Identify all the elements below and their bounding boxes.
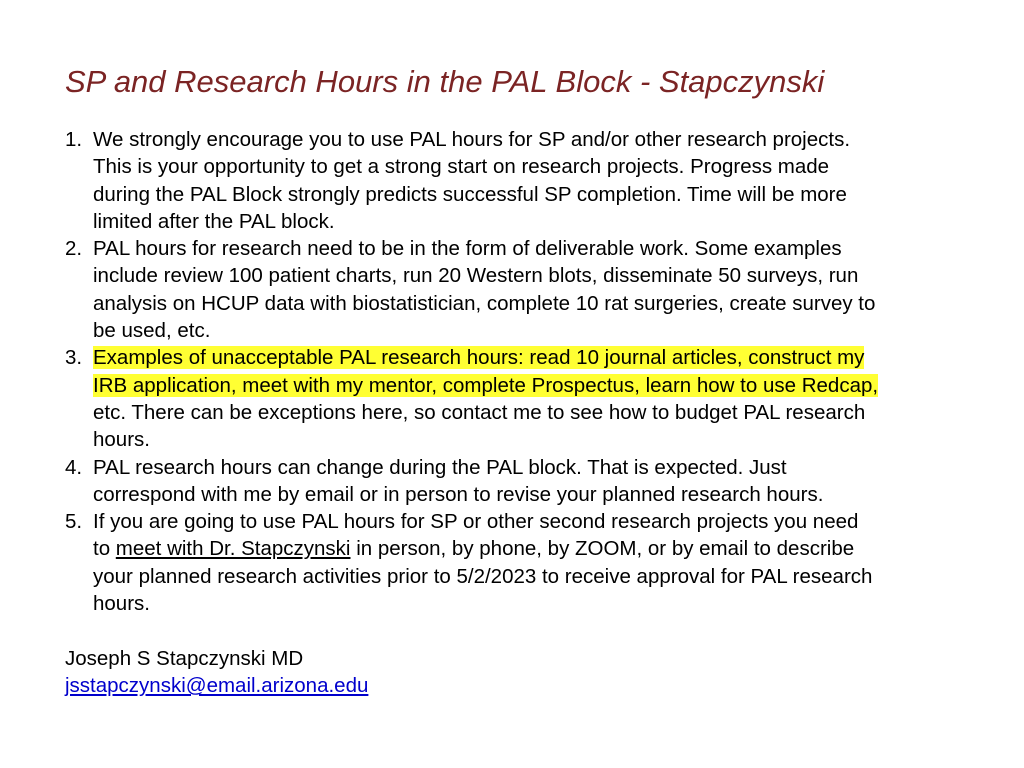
yellow-highlight: IRB application, meet with my mentor, complete Prospectus, learn how to use Redcap, <box>93 373 879 397</box>
text-line: during the PAL Block strongly predicts successful SP completion. Time will be more <box>93 182 847 206</box>
list-number: 1. <box>65 128 83 151</box>
list-item-text <box>93 126 985 235</box>
list-item-3 <box>65 344 985 453</box>
yellow-highlight: Examples of unacceptable PAL research hours: read 10 journal articles, construct my <box>93 346 865 370</box>
text-fragment: to <box>93 537 116 561</box>
text-line: correspond with me by email or in person to revise your planned research hours. <box>93 482 824 506</box>
list-number: 4. <box>65 455 83 479</box>
slide-title: SP and Research Hours in the PAL Block - Stapczynski <box>65 64 825 99</box>
text-line: hours. <box>93 428 150 452</box>
text-line: hours. <box>93 592 150 616</box>
signature-name: Joseph S Stapczynski MD <box>65 647 304 670</box>
list-item-4 <box>65 454 985 509</box>
list-number: 2. <box>65 237 83 261</box>
list-item-5 <box>65 508 985 617</box>
text-line: etc. There can be exceptions here, so contact me to see how to budget PAL research <box>93 400 866 424</box>
meet-with-dr-stapczynski-link[interactable]: meet with Dr. Stapczynski <box>115 537 351 561</box>
highlighted-line <box>93 372 985 399</box>
list-item-2 <box>65 235 985 344</box>
highlighted-line <box>93 344 985 371</box>
list-item-text <box>93 344 985 453</box>
text-line: your planned research activities prior to 5/2/2023 to receive approval for PAL research <box>93 564 873 588</box>
text-line: be used, etc. <box>93 319 211 343</box>
list-item-text <box>93 454 985 509</box>
text-line: If you are going to use PAL hours for SP or other second research projects you need <box>93 510 859 534</box>
signature-block <box>65 645 368 700</box>
text-fragment: in person, by phone, by ZOOM, or by email to describe <box>350 537 855 561</box>
text-line: PAL research hours can change during the PAL block. That is expected. Just <box>93 455 787 479</box>
list-item-text <box>93 508 985 617</box>
text-line: We strongly encourage you to use PAL hours for SP and/or other research projects. <box>93 128 851 151</box>
list-item-text <box>93 235 985 344</box>
email-link[interactable]: jsstapczynski@email.arizona.edu <box>65 674 369 698</box>
numbered-list <box>65 126 985 617</box>
text-line: analysis on HCUP data with biostatistician, complete 10 rat surgeries, create survey to <box>93 291 876 315</box>
text-line: PAL hours for research need to be in the form of deliverable work. Some examples <box>93 237 842 261</box>
text-line: limited after the PAL block. <box>93 209 335 233</box>
list-item-1 <box>65 126 985 235</box>
text-line <box>93 535 985 562</box>
text-line: This is your opportunity to get a strong start on research projects. Progress made <box>93 155 830 179</box>
list-number: 3. <box>65 346 83 370</box>
list-number: 5. <box>65 510 83 534</box>
text-line: include review 100 patient charts, run 20 Western blots, disseminate 50 surveys, run <box>93 264 859 288</box>
